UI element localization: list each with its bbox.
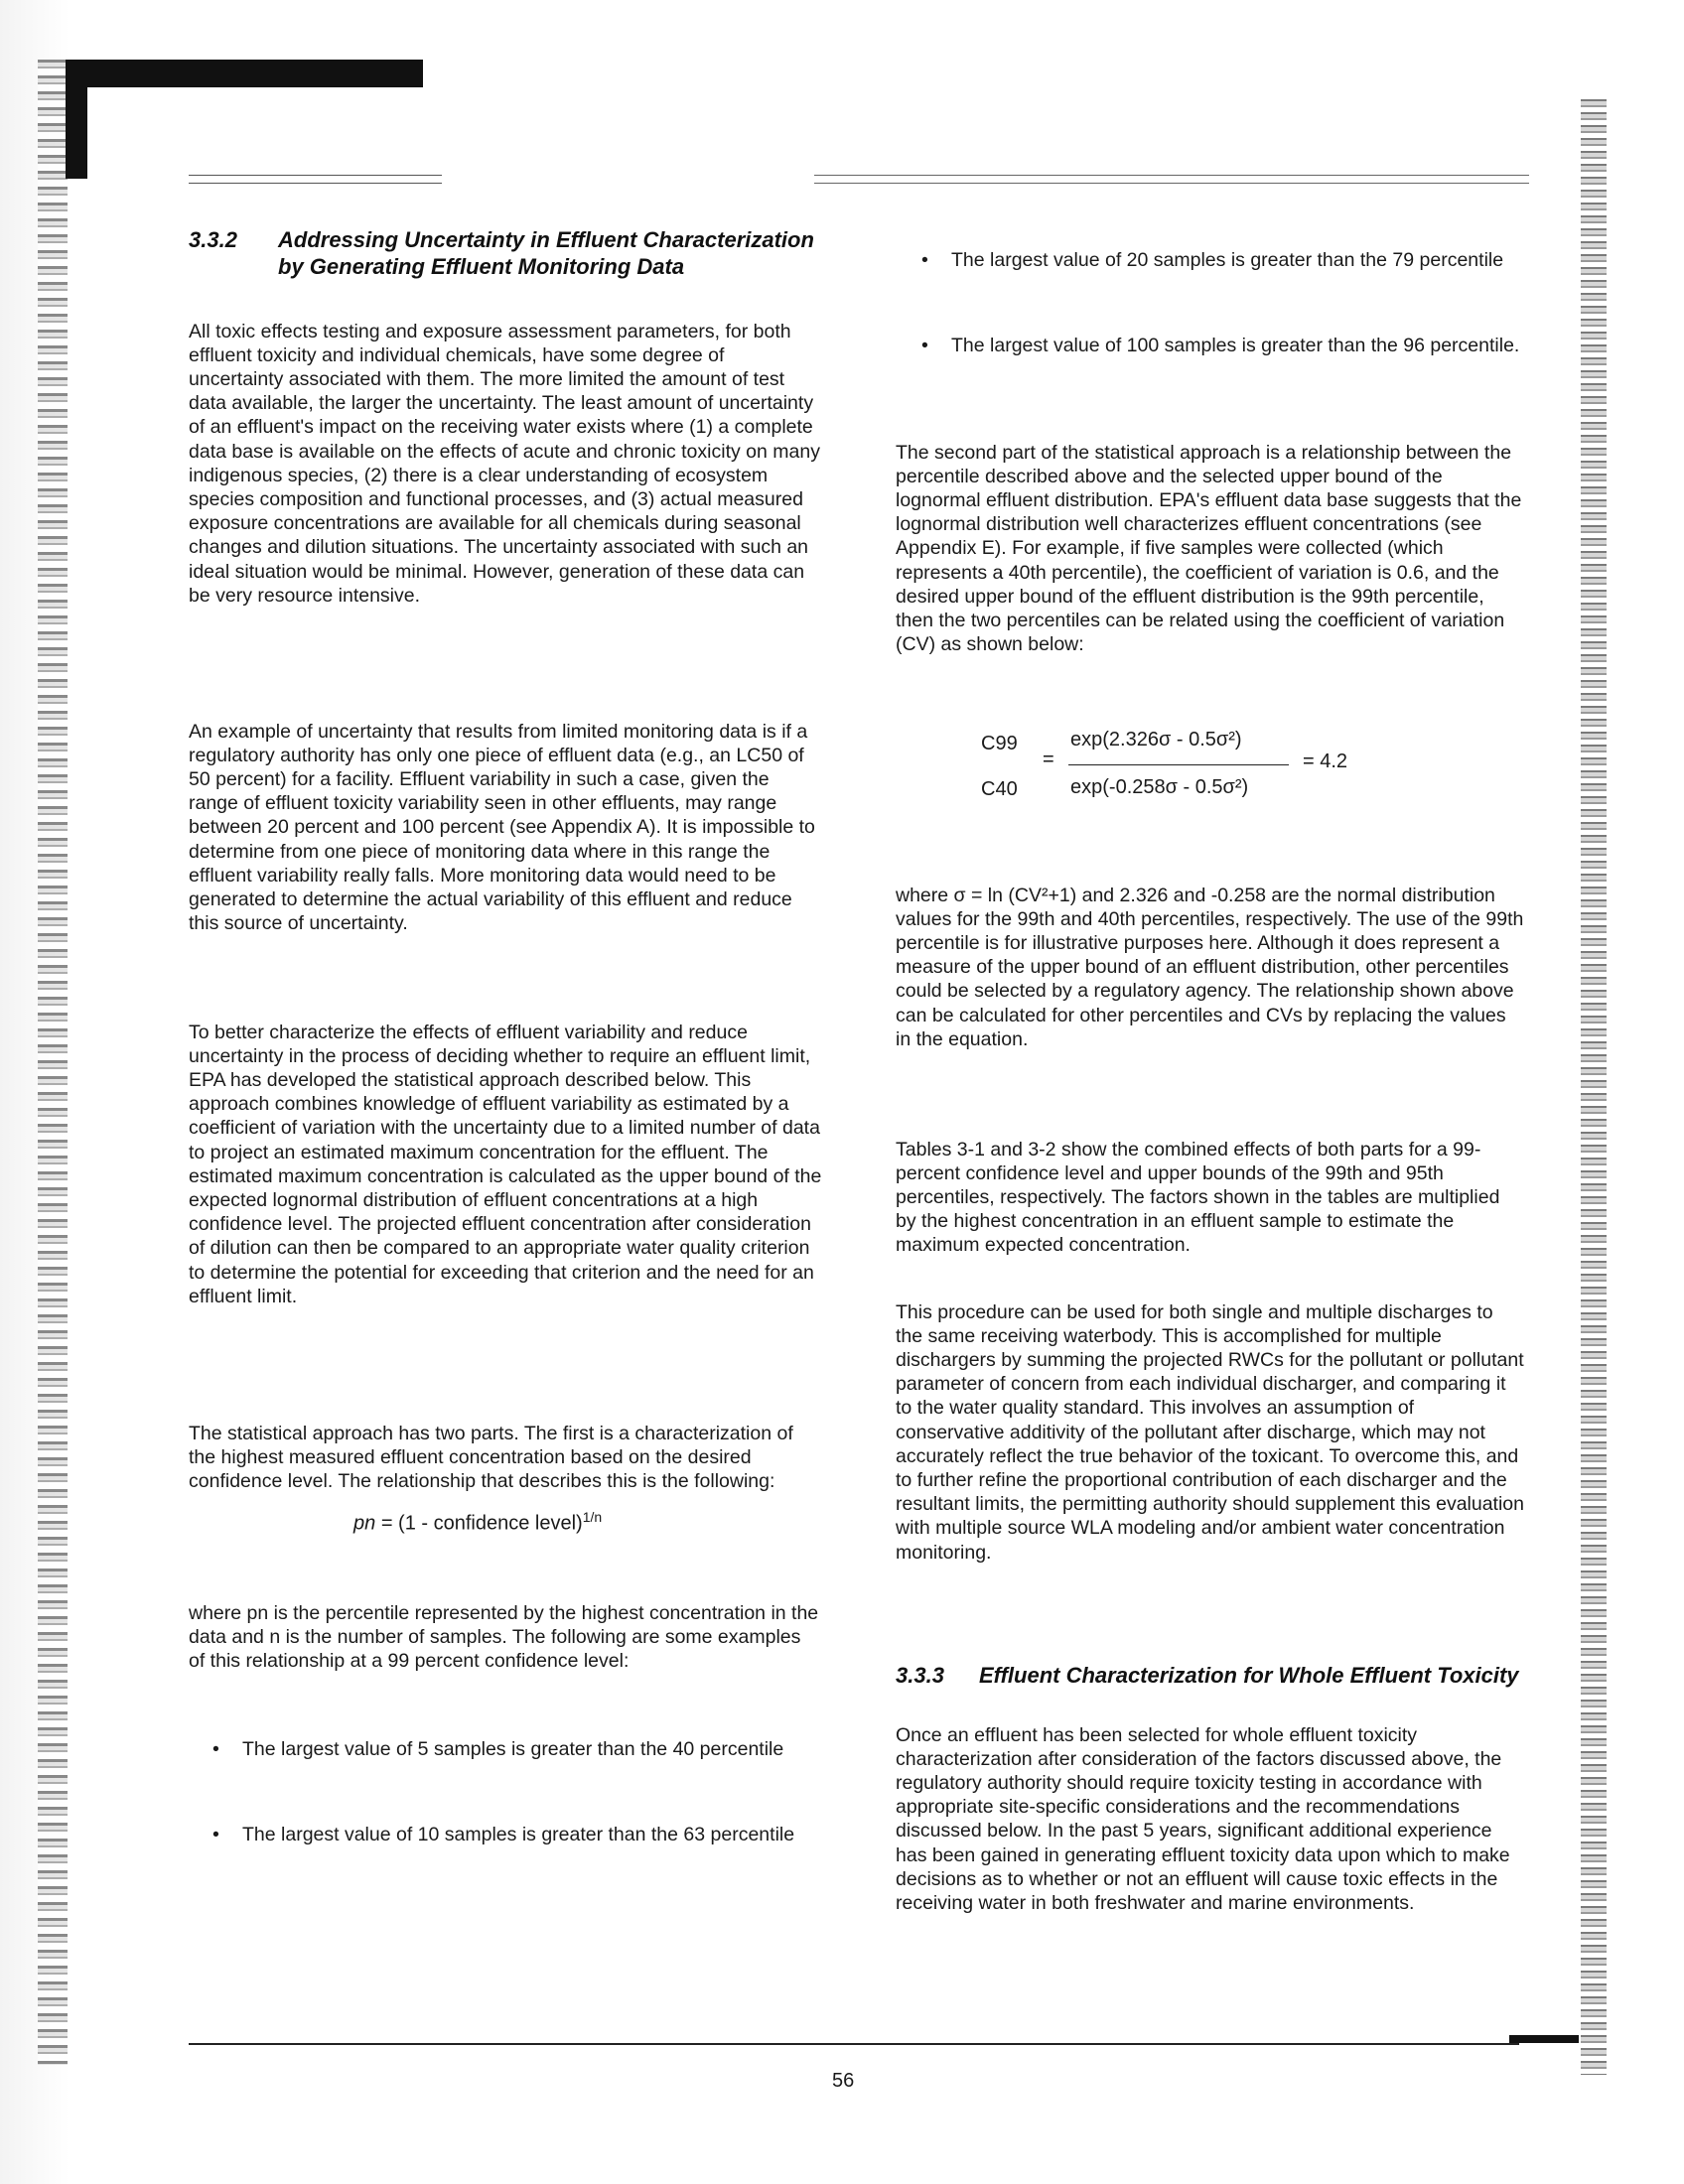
bullet-icon: • [921,335,928,356]
section-number: 3.3.2 [189,227,237,252]
header-rule-left-2 [189,183,442,184]
list-item [921,334,1525,383]
section-title: Effluent Characterization for Whole Effluent Toxicity [979,1663,1519,1688]
left-paragraph-5: where pn is the percentile represented by the highest concentration in the data and n is the number of samples. The following are some examples of this relationship at a 99 percent confidence level: [189,1601,819,1672]
list-item [921,248,1525,298]
list-item [212,1823,822,1872]
header-rule-right [814,175,1529,176]
equation-lhs: pn [353,1512,376,1535]
section-3-3-3-heading [896,1662,1531,1689]
bullet-text: The largest value of 5 samples is greater than the 40 percentile [242,1738,784,1760]
bullet-text: The largest value of 100 samples is greater than the 96 percentile. [951,335,1520,356]
section-number: 3.3.3 [896,1663,944,1688]
scan-corner-mark [66,60,423,87]
section-3-3-2-heading [189,226,824,280]
left-paragraph-4: The statistical approach has two parts. The first is a characterization of the highest measured effluent concentration based on the desired confidence level. The relationship that describes this is the following: [189,1422,793,1492]
bullet-icon: • [212,1824,219,1845]
right-paragraph-2: where σ = ln (CV²+1) and 2.326 and -0.258 are the normal distribution values for the 99th and 40th percentiles, respectively. The use of the 99th percentile is for illustrative purposes here. Although it does represent a measure of the upper bound of an effluent distribution, other percentiles could be selected by a regulatory agency. The relationship shown above can be calculated for other percentiles and CVs by replacing the values in the equation. [896,884,1524,1050]
ratio-eq-sign: = [1043,749,1054,770]
section-title-line1: Addressing Uncertainty in Effluent Characterization [278,227,814,252]
ratio-numerator-lhs: C99 [981,733,1018,754]
equation-exponent: 1/n [582,1509,603,1525]
equation-rhs: = (1 - confidence level) [380,1512,583,1535]
bullet-text: The largest value of 10 samples is greater than the 63 percentile [242,1824,795,1845]
scan-corner-mark-vertical [66,60,87,179]
ratio-denominator-lhs: C40 [981,778,1018,800]
header-rule-right-2 [814,183,1529,184]
scan-binding-edge [38,60,68,2065]
list-item [212,1737,822,1787]
right-paragraph-1: The second part of the statistical approach is a relationship between the percentile described above and the selected upper bound of the lognormal effluent distribution. EPA's effluent data base suggests that the lognormal distribution well characterizes effluent concentrations (see Appendix E). For example, if five samples were collected (which represents a 40th percentile), the coefficient of variation is 0.6, and the desired upper bound of the effluent distribution is the 99th percentile, then the two percentiles can be related using the coefficient of variation (CV) as shown below: [896,441,1522,656]
ratio-result: = 4.2 [1303,751,1348,772]
bullet-icon: • [921,249,928,271]
left-paragraph-2: An example of uncertainty that results from limited monitoring data is if a regulatory authority has only one piece of effluent data (e.g., an LC50 of 50 percent) for a facility. Effluent variability in such a case, given the range of effluent toxicity variability seen in other effluents, may range between 20 percent and 100 percent (see Appendix A). It is impossible to determine from one piece of monitoring data where in this range the effluent variability really falls. More monitoring data would need to be generated to determine the actual variability of this effluent and reduce this source of uncertainty. [189,720,815,935]
bullet-icon: • [212,1738,219,1760]
page-number: 56 [832,2070,855,2092]
left-paragraph-3: To better characterize the effects of effluent variability and reduce uncertainty in the process of deciding whether to require an effluent limit, EPA has developed the statistical approach described below. This approach combines knowledge of effluent variability as estimated by a coefficient of variation with the uncertainty due to a limited number of data to project an estimated maximum concentration for the effluent. The estimated maximum concentration is calculated as the upper bound of the expected lognormal distribution of effluent concentrations at a high confidence level. The projected effluent concentration after consideration of dilution can then be compared to an appropriate water quality criterion to determine the potential for exceeding that criterion and the need for an effluent limit. [189,1021,822,1307]
ratio-numerator-rhs: exp(2.326σ - 0.5σ²) [1070,729,1242,751]
header-rule-left [189,175,442,176]
section-3-3-3-paragraph: Once an effluent has been selected for whole effluent toxicity characterization after consideration of the factors discussed above, the regulatory authority should require toxicity testing in accordance with appropriate site-specific considerations and the recommendations discussed below. In the past 5 years, significant additional experience has been gained in generating effluent toxicity data upon which to make decisions as to whether or not an effluent will cause toxic effects in the receiving water in both freshwater and marine environments. [896,1723,1510,1914]
bullet-text: The largest value of 20 samples is greater than the 79 percentile [951,249,1504,271]
fraction-line [1068,764,1289,765]
right-paragraph-3: Tables 3-1 and 3-2 show the combined effects of both parts for a 99-percent confidence level and upper bounds of the 99th and 95th percentiles, respectively. The factors shown in the tables are multiplied by the highest concentration in an effluent sample to estimate the maximum expected concentration. [896,1138,1500,1257]
left-paragraph-1: All toxic effects testing and exposure assessment parameters, for both effluent toxicity and individual chemicals, have some degree of uncertainty associated with them. The more limited the amount of test data available, the larger the uncertainty. The least amount of uncertainty of an effluent's impact on the receiving water exists where (1) a complete data base is available on the effects of acute and chronic toxicity on many indigenous species, (2) there is a clear understanding of ecosystem species composition and functional processes, and (3) actual measured exposure concentrations are available for all chemicals during seasonal changes and dilution situations. The uncertainty associated with such an ideal situation would be minimal. However, generation of these data can be very resource intensive. [189,320,820,607]
scan-right-edge [1581,99,1607,2075]
ratio-denominator-rhs: exp(-0.258σ - 0.5σ²) [1070,776,1249,798]
right-paragraph-4: This procedure can be used for both single and multiple discharges to the same receiving waterbody. This is accomplished for multiple dischargers by summing the projected RWCs for the pollutant or pollutant parameter of concern from each individual discharger, and comparing it to the water quality standard. This involves an assumption of conservative additivity of the pollutant after discharge, which may not accurately reflect the true behavior of the toxicant. To overcome this, and to further refine the proportional contribution of each discharger and the resultant limits, the permitting authority should supplement this evaluation with multiple source WLA modeling and/or ambient water concentration monitoring. [896,1300,1524,1564]
footer-rule [189,2043,1519,2045]
section-title-line2: by Generating Effluent Monitoring Data [278,254,685,279]
percentile-equation [353,1509,602,1536]
scan-right-bar [1509,2035,1579,2043]
